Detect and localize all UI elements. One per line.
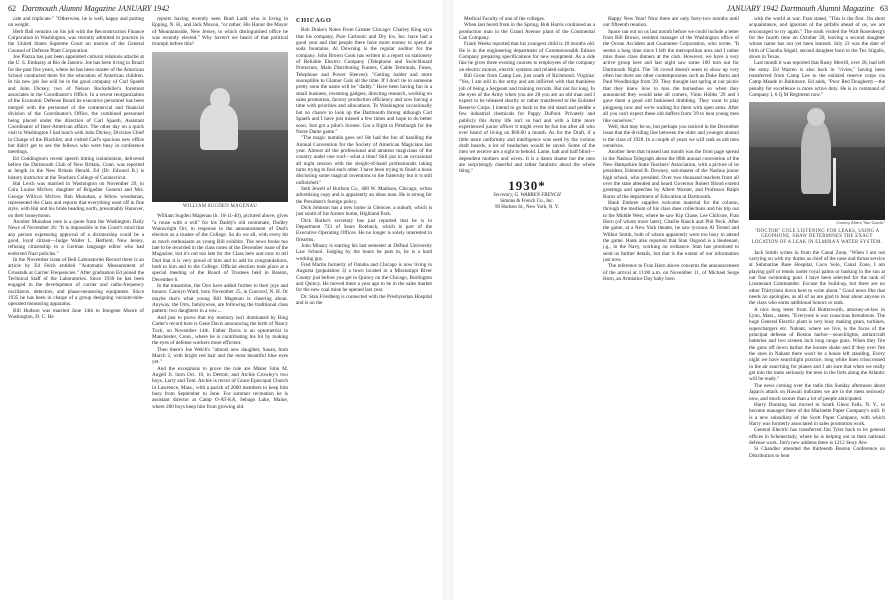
right-column-3 bbox=[749, 16, 885, 596]
right-col1-text bbox=[459, 16, 595, 175]
paragraph: A nice long letter from Ed Butterworth, attorney-at-law in Lynn, Mass., states, "Everyone is war conscious hereabouts. The huge General Electric plant is very busy making gears, turbines, superchargers etc. Nahant, where we live, is the focus of the principal defense of Boston harbor—searchlights, antiaircraft batteries and two sixteen inch long range guns. When they fire the guns off down harbor the houses shake and if they ever fire the ones in Nahant there won't be a house left standing. Every night we have searchlight practice, long white lines crisscrossed in the air searching for planes and I am sure that when we really get into the mess seriously the men in the forts along the Atlantic will be ready." bbox=[749, 306, 885, 383]
paragraph: Medical Faculty of one of the colleges. bbox=[464, 16, 546, 22]
left-page-number: 62 bbox=[8, 4, 16, 13]
geophone-photo bbox=[749, 102, 885, 220]
baby-head bbox=[210, 88, 230, 110]
paragraph: Happy New Year! Now there are only forty-two months until our fifteenth reunion. bbox=[603, 16, 739, 29]
paragraph: Ed Coddington's recent speech hitting isolationism, delivered before the Dartmouth Club of New Britain, Conn. was reported at length in the New Britain Herald. Ed (Dr. Edward B.) is history instructor at the Teachers College of Connecticut. bbox=[8, 155, 144, 181]
class-year: 1930* bbox=[508, 177, 546, 193]
left-running-head bbox=[8, 4, 169, 13]
paragraph: William Sugden Magenau (b. 10-11-40), pictured above, gives "a rouse with a will" for his Daddy's old roommate, Dudley Wainwright Orr, in response to the announcement of Dud's election as a trustee of the College. So do we all, with every bit as much enthusiasm as young Bill exhibits. The news broke too late to be recorded in the class notes of the December issue of the Magazine, but it's not too late for the Class here and now to tell Dud that it is very proud of him and to add its congratulations, both to him and to the College. Official election took place at a special meeting of the Board of Trustees held in Boston, December 6. bbox=[152, 213, 288, 283]
paragraph: Bill Grote from Camp Lee, just south of Richmond, Virginia: "Yes, I am still in the army and am inflicted with that thankless job of being a Sergeant and training recruits. But not for long. In the eyes of the Army when you are 28 you are an old man and I expect to be released shortly or rather transferred to the Enlisted Reserve Corps. I intend to go back to the old stand and peddle a few industrial chemicals for Pappy DuPont. Privately and publicly this Army life isn't so bad and with a little more experienced junior officer it might even be fun but after all who ever heard of living on $60.00 a month. As for the Draft, if a little more uniformity and intelligence was used by the various draft boards, a lot of headaches would be saved. Some of the men we receive are a sight to behold. Lame, halt and half blind—dependent mothers and wives. It is a damn shame but the men are surprisingly cheerful and rather fatalistic about the whole thing." bbox=[459, 73, 595, 175]
paragraph: Harry Dunning has moved to South Glens Falls, N. Y., to become manager there of the Marinette Paper Company's mill. It is a new subsidiary of the Scott Paper Company, with which Harry was formerly associated in sales promotion work. bbox=[749, 401, 885, 427]
paragraph: Hank Embree supplies welcome material for the column, through the medium of his class dues collections and his trip out to the Middle West, where he saw Kip Chase, Lee Chilcote, Fran Horn (of whom more later), Charlie Rauch and Phil Peck. After the game, at a New York theater, he saw tycoons Al Tonsel and Wilbur Smith, both of whom apparently were too busy to attend the game. Hank also reported that Stan Osgood is a lieutenant, j.g., in the Navy, working on ordnance. Stan has promised to send us further details, but that is the extent of our information just now. bbox=[603, 199, 739, 264]
chicago-heading: CHICAGO bbox=[296, 17, 332, 24]
paragraph: Last month it was reported that Rusty Merrill, over 28, had left the army. Ed Warren is also back in "civies," having been transferred from Camp Lee to the enlisted reserve corps via Camp Meade in Baltimore. Ed adds, "Poor Red Dougherty—the penalty for excellence is more active duty. He is in command of Company I, 6 Q M Regiment now." bbox=[749, 60, 885, 99]
left-col2-top-text bbox=[152, 16, 288, 48]
paragraph: Si Chandler attended the thirteenth Boston Conference on Distribution to hear bbox=[749, 446, 885, 459]
paragraph: reports having recently seen Brad Ladd who is living in Epping, N. H., and Jack Moxon, "or rather, His Honor the Mayor of Mountainside, New Jersey, to which distinguished office he was recently elected." Why haven't we heard of that political triumph before this? bbox=[152, 16, 288, 48]
paragraph: Frank Weeks reported that his youngest child is 18 months old. He is in the engineering department of Commonwealth Edison Company preparing specifications for new equipment. As a side line he gives three evening courses to employees of the company on electric motors, electric systems and related subjects. bbox=[459, 41, 595, 73]
photo-credit: Courtesy Elmira "Star-Gazette" bbox=[836, 221, 885, 226]
paragraph: Herb Ball remains on his job with the Reconstruction Finance Corporation in Washington, was recently admitted to practice in the United States Supreme Court on motion of the General Counsel of Defense Plant Corporation. bbox=[8, 28, 144, 54]
class-address: 99 Hudson St., New York, N. Y. bbox=[495, 204, 559, 210]
right-col2-text bbox=[603, 16, 739, 282]
baby-photo bbox=[152, 52, 288, 202]
right-page-number: 63 bbox=[880, 4, 888, 13]
left-col3-text bbox=[296, 27, 432, 306]
paragraph: Space ran out on us last month before we could include a letter from Bill Brown, resident manager of the Washington office of the Ocean Accident and Guarantee Corporation, who wrote, "It seems a long time since I left the metropolitan area and I rather miss those class dinners at the club. However, we have a very active group here and last night saw some 100 turn out for Dartmouth Night. The '30 crowd doesn't seem to show up very often but there are other contemporaries such as Duke Barto and Paul Woodbridge from '29. They thought last spring at our picnic that they knew how to toss the horseshoe so when they announced they would take all comers, Vinto Hobbs '29 and I gave them a good old fashioned drubbing. They want to play pingpong now and we're waiting for them with open arms. After all you can't expect these old duffers from '29 to beat young men like ourselves." bbox=[603, 28, 739, 124]
class-1930-heading bbox=[459, 179, 595, 211]
left-col1-text bbox=[8, 16, 144, 321]
right-page bbox=[453, 0, 896, 600]
paragraph: Another item that missed last month was the front page spread in the Nashua Telegraph about the 88th annual convention of the New Hampshire State Teachers' Association, with a picture of its president, Edmund B. Downey, sub-master of the Nashua junior high school, who presided. Over two thousand teachers from all over the state attended and heard Governor Robert Blood extend greetings and speeches by Albert Warner, and Professor Ralph Burns of the department of Education at Dartmouth. bbox=[603, 149, 739, 200]
class-secretary: Secretary, G. WARREN FRENCH bbox=[493, 192, 561, 198]
paragraph: And the exceptions to prove the rule are Mister John M. Angell Jr. born Oct. 10, in Detroit; and Archie Crowley's two boys, Larry and Tom. Archie is rector of Grace Episcopal Church in Lawrence, Mass., with a parish of 2000 members to keep him busy from September to June. For summer recreation he is assistant director at Camp O-AT-KA, Sebago Lake, Maine, where 200 boys keep him from growing old. bbox=[152, 365, 288, 410]
paragraph: Another Monahan note is a quote from the Washington Daily News of November 26: "It is impossible in the Court's mind that any person expressing approval of a dictatorship could be a good, loyal citizen—Judge Walter L. Hetfield, New Jersey, refusing citizenship to a German language editor who had endorsed Nazi policies." bbox=[8, 219, 144, 257]
paragraph: Dick Burke's secretary has just reported that he is in Department 733 of Sears Roebuck, which is part of the Executive Operating Offices. He no longer is solely interested in firearms. bbox=[296, 217, 432, 243]
left-page bbox=[0, 0, 443, 600]
left-column-2 bbox=[152, 16, 288, 596]
paragraph: When last heard from in the Spring, Bob Harris continued as a production man in the Grand Avenue plant of the Continental Can Company. bbox=[459, 22, 595, 42]
baby-photo-caption: WILLIAM SUGDEN MAGENAU bbox=[182, 203, 258, 209]
paragraph: The news coming over the radio this Sunday afternoon about Japan's attack on Hawaii indicates we are in the mess seriously now, and much sooner than a lot of people anticipated. bbox=[749, 382, 885, 402]
paragraph: Dick Johnson has a new home in Glencoe, a suburb, which is just south of his former home, Highland Park. bbox=[296, 204, 432, 218]
paragraph: Then there's Joe Welch's "almost new daughter, Susan, born March 2, with bright red hair and the most beautiful blue eyes yet." bbox=[152, 346, 288, 366]
right-col3-top-text bbox=[749, 16, 885, 98]
right-column-2 bbox=[603, 16, 739, 596]
paragraph: The reference to Fran Horn above concerns the announcement of the arrival at 11:00 a.m. on November 11, of Michael Serge Horn, an Armistice Day baby born bbox=[603, 263, 739, 283]
paragraph: "The magic numbla goes on! He had the fun of handling the Annual Convention for the Society of American Magicians last year. Almost all the professional and amateur magicians of the country under one roof—what a time! Still put in an occasional all night session with the sleight-of-hand professionals taking turns trying to fool each other. I have been trying to finish a book disclosing some magical inventions to the fraternity but it is still unfinished." bbox=[296, 135, 432, 186]
paragraph: John Minary is starting his last semester at DePaul University Law School. Judging by the hours he puts in, he is a hard working guy. bbox=[296, 243, 432, 262]
man-figure bbox=[801, 120, 831, 194]
paragraph: In the meantime, the Orrs have added further to their joys and honors: Carolyn Ward, born November 25, in Concord, N. H. Or maybe that's what young Bill Magenau is cheering about. Anyway, the Orrs, familywise, are following the traditional class pattern: two daughters in a row.... bbox=[152, 283, 288, 315]
paragraph: And just to prove that my memory isn't dominated by Bing Carter's record here is Gene Davis announcing the birth of Nancy Tuck, on November 14th. Father Davis is an optometrist in Manchester, Conn., where he is contributing his bit by making the eyes of defense workers more efficient. bbox=[152, 314, 288, 347]
right-column-1 bbox=[459, 16, 595, 596]
geophone-rod bbox=[833, 158, 836, 206]
paragraph: Bill Hudson was married June 14th to Imogene Moore of Washington, D. C. He bbox=[8, 307, 144, 321]
paragraph: Well, that may be so, but perhaps you noticed in the December issue that the dividing line between the older and younger alumni is the class of 1928. In a couple of years we will rank as old men ourselves. bbox=[603, 123, 739, 149]
page-gutter bbox=[443, 0, 453, 600]
geophone-photo-caption: "DOCTOR" COLE LISTENING FOR LEAKS, USING A GEOPHONE, SHAW DETERMINES THE EXACT LOCATION OF A LEAK IN ELMIRA'S WATER SYSTEM. bbox=[751, 228, 883, 245]
paragraph: Bob Drake's Notes From Greater Chicago: Charley King says that his company, Pure Carbonic and Dry Ice, Inc. have had a good year and that people there have more money to spend at soda fountains. Al Downing is the regular auditor for the company. John Brown Cook has written in a report on stationery of Reliable Electric Company (Telephone and Switchboard Protectors, Main Distributing Frames, Cable Terminals, Fuses, Telephone and Power Sleeves): "Getting balder and more susceptible to Glamor Gals all the time. If I don't tie to someone pretty soon the name will be "daddy." Have been having fun in a small business, inventing gadgets, directing research, working on sales promotion, factory production efficiency and now having a time with priorities and allocations. To Washington occasionally but no chance to look up the Dartmouth throng although Carl Spaeth and I have just missed a few times and hope to do better soon. Just got a pilot's license. Got a flight to Pittsburgh for the Notre Dame game." bbox=[296, 27, 432, 135]
paragraph: Seth Jewell of Burlson Co., 400 W. Madison, Chicago, writes advertising copy and is apparently an ideas man. He is strong for the President's foreign policy. bbox=[296, 185, 432, 205]
left-col2-bottom-text bbox=[152, 213, 288, 410]
paragraph: Jack Smith writes in from the Canal Zone, "When I am not carrying on with my duties as chief of the nose and throat service at Submarine Base Hospital, Coco Solo, Canal Zone, I am playing golf or tennis under royal palms or basking in the sun at our fine swimming pool. I have been selected for the rank of Lieutenant Commander. Excuse the build-up, but there are no other Thirtyinen down here to write about." Good news like that needs no apologies, as all of us are glad to hear about anyone in the class who earns additional honors or rank. bbox=[749, 249, 885, 307]
class-company: Simons & French Co., Inc. bbox=[500, 198, 554, 204]
paragraph: Hal Leich was married in Washington on November 29, to Cora Louise McIver, daughter of Brigadier General and Mrs. George Willcox McIver. Bob Monahan, a fellow woodsman, represented the Class and reports that everything went off in fine style, with Hal and his bride heading north, presumably Hanover, on their honeymoon. bbox=[8, 180, 144, 219]
baby-figure bbox=[200, 104, 238, 150]
right-col3-bottom-text bbox=[749, 250, 885, 459]
paragraph: cate and triplicate." "Otherwise, he is well, happy and putting on weight. bbox=[8, 16, 144, 29]
paragraph: Fred Martin formerly of Omaha and Chicago is now living in Augusta (population 3) a town located in a Mississippi River County just before you get to Quincy on the Chicago, Burlington and Quincy. He moved there a year ago to be in the sales market for the new coal mine he opened last year. bbox=[296, 262, 432, 294]
paragraph: General Electric has transferred Jim Tyler back to its general offices in Schenectady, where he is helping out in their national defense work. Jim's new address there is 1212 Story Ave. bbox=[749, 427, 885, 446]
paragraph: Joe Piazza has just been appointed cultural relations attaché at the U. S. Embassy at Rio de Janeiro. Joe has been living in Brazil for the past five years, where he has been master of the American School conducted there for the education of American children. In his new job Joe will be in the good company of Carl Spaeth and John Dickey, two of Nelson Rockefeller's foremost associates in the Coordinator's Office. In a recent reorganization of the Economic Defense Board its executive personnel has been merged with the personnel of the commercial and financial division of the Coordinator's Office, the combined personnel being placed under the direction of Carl Spaeth, Assistant Coordinator of Inter-American affairs. The other day on a quick visit to Washington I had lunch with John Dickey, Division Chief in Charge of the Blacklist, and visited Carl's spacious new office but didn't get to see the fellows who were busy in conference meetings. bbox=[8, 54, 144, 156]
paragraph: Dr. Stan Friedberg is connected with the Presbyterian Hospital and is on the bbox=[296, 293, 432, 307]
paragraph: In the November issue of Bell Laboratories Record there is an article by Ed Felch entitled "Automatic Measurement of Crosstalk at Carrier Frequencies." After graduation Ed joined the Technical Staff of the Laboratories. Since 1930 he has been engaged in the development of carrier and radio-frequency oscillators, detectors, and phase-measuring equipment. Since 1935 he has been in charge of a group designing vacuum-tube-operated measuring apparatus. bbox=[8, 257, 144, 308]
right-head-title: JANUARY 1942 Dartmouth Alumni Magazine bbox=[726, 4, 874, 13]
right-running-head bbox=[727, 4, 888, 13]
left-head-title: Dartmouth Alumni Magazine JANUARY 1942 bbox=[22, 4, 170, 13]
left-column-1 bbox=[8, 16, 144, 596]
left-column-3 bbox=[296, 16, 432, 596]
paragraph: with the world at war. Fran stated, "This is the first. On short acquaintance, and ignorant of the pitfalls ahead of us, we are encouraged to try again." The stork visited the Walt Rosenberg's for the fourth time on October 20, leaving a second daughter whose name has not yet been learned. July 23 was the date of birth of Claudia Stigall, second daughter born to the Tex Stigalls, down in Texas. bbox=[749, 16, 885, 61]
